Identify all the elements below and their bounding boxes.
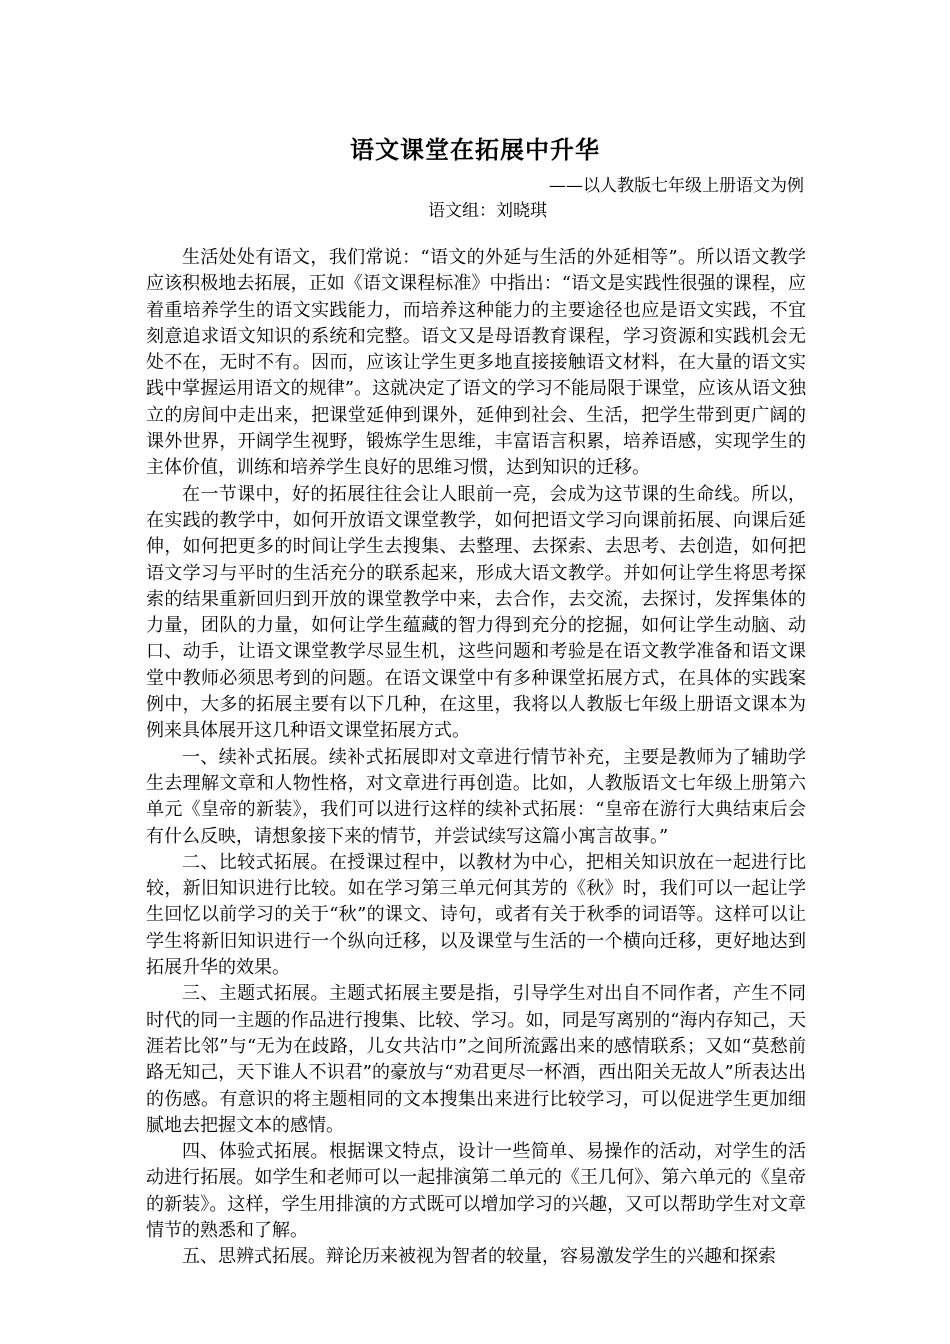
document-author: 语文组：刘晓琪: [428, 201, 547, 221]
body-paragraph: 一、续补式拓展。续补式拓展即对文章进行情节补充，主要是教师为了辅助学生去理解文章和人物性格，对文章进行再创造。比如，人教版语文七年级上册第六单元《皇帝的新装》，我们可以进行这样的续补式拓展：“皇帝在游行大典结束后会有什么反映，请想象接下来的情节，并尝试续写这篇小寓言故事。”: [146, 746, 806, 847]
body-paragraph: 四、体验式拓展。根据课文特点，设计一些简单、易操作的活动，对学生的活动进行拓展。如学生和老师可以一起排演第二单元的《王几何》、第六单元的《皇帝的新装》。这样，学生用排演的方式既可以增加学习的兴趣，又可以帮助学生对文章情节的熟悉和了解。: [146, 1141, 806, 1241]
document-subtitle: ——以人教版七年级上册语文为例: [549, 176, 804, 196]
document-body: [146, 245, 806, 1271]
body-paragraph: 二、比较式拓展。在授课过程中，以教材为中心，把相关知识放在一起进行比较，新旧知识进行比较。如在学习第三单元何其芳的《秋》时，我们可以一起让学生回忆以前学习的关于“秋”的课文、诗句，或者有关于秋季的词语等。这样可以让学生将新旧知识进行一个纵向迁移，以及课堂与生活的一个横向迁移，更好地达到拓展升华的效果。: [146, 851, 806, 979]
body-paragraph: 生活处处有语文，我们常说：“语文的外延与生活的外延相等”。所以语文教学应该积极地去拓展，正如《语文课程标准》中指出：“语文是实践性很强的课程，应着重培养学生的语文实践能力，而培养这种能力的主要途径也应是语文实践，不宜刻意追求语文知识的系统和完整。语文又是母语教育课程，学习资源和实践机会无处不在，无时不有。因而，应该让学生更多地直接接触语文材料，在大量的语文实践中掌握运用语文的规律”。这就决定了语文的学习不能局限于课堂，应该从语文独立的房间中走出来，把课堂延伸到课外，延伸到社会、生活，把学生带到更广阔的课外世界，开阔学生视野，锻炼学生思维，丰富语言积累，培养语感，实现学生的主体价值，训练和培养学生良好的思维习惯，达到知识的迁移。: [146, 247, 806, 479]
body-paragraph: 五、思辨式拓展。辩论历来被视为智者的较量，容易激发学生的兴趣和探索: [182, 1246, 776, 1268]
document-title: 语文课堂在拓展中升华: [350, 136, 600, 164]
body-paragraph: 在一节课中，好的拓展往往会让人眼前一亮，会成为这节课的生命线。所以，在实践的教学中，如何开放语文课堂教学，如何把语文学习向课前拓展、向课后延伸，如何把更多的时间让学生去搜集、去整理、去探索、去思考、去创造，如何把语文学习与平时的生活充分的联系起来，形成大语文教学。并如何让学生将思考探索的结果重新回归到开放的课堂教学中来，去合作，去交流，去探讨，发挥集体的力量，团队的力量，如何让学生蕴藏的智力得到充分的挖掘，如何让学生动脑、动口、动手，让语文课堂教学尽显生机，这些问题和考验是在语文教学准备和语文课堂中教师必须思考到的问题。在语文课堂中有多种课堂拓展方式，在具体的实践案例中，大多的拓展主要有以下几种，在这里，我将以人教版七年级上册语文课本为例来具体展开这几种语文课堂拓展方式。: [146, 483, 806, 742]
body-paragraph: 三、主题式拓展。主题式拓展主要是指，引导学生对出自不同作者，产生不同时代的同一主题的作品进行搜集、比较、学习。如，同是写离别的“海内存知己，天涯若比邻”与“无为在歧路，儿女共沾巾”之间所流露出来的感情联系；又如“莫愁前路无知己，天下谁人不识君”的豪放与“劝君更尽一杯酒，西出阳关无故人”所表达出的伤感。有意识的将主题相同的文本搜集出来进行比较学习，可以促进学生更加细腻地去把握文本的感情。: [146, 983, 806, 1136]
